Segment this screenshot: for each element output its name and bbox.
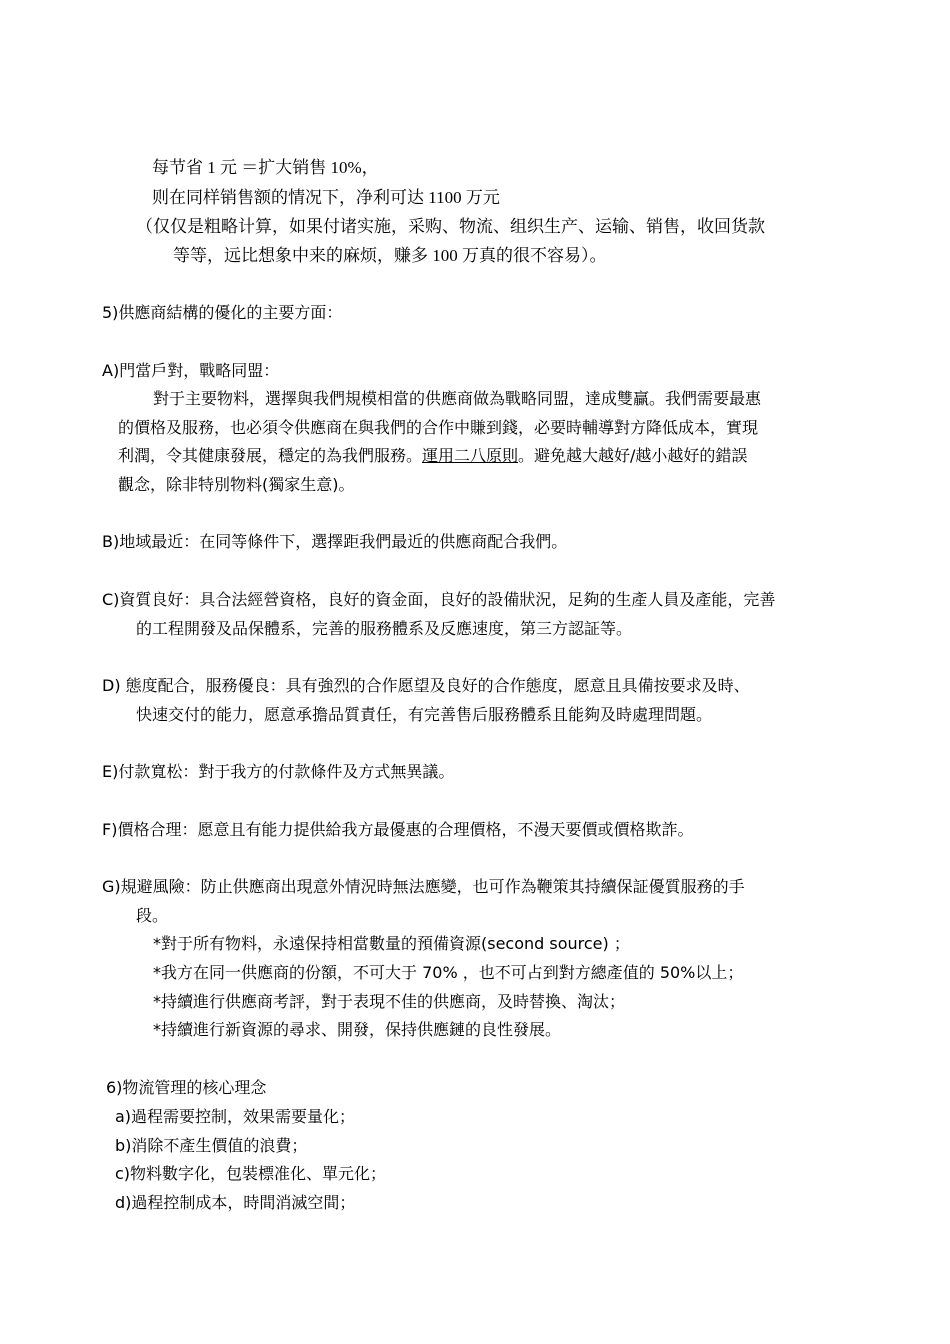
item-g-bullet-2: *我方在同一供應商的份額，不可大于 70% ，也不可占到對方總產值的 50%以上； (153, 963, 744, 982)
intro-line-1: 每节省 1 元 ＝扩大销售 10%， (152, 158, 379, 177)
section-6-item-a: a)過程需要控制，效果需要量化； (115, 1107, 356, 1126)
item-a-line-3-text: 利潤，令其健康發展，穩定的為我們服務。 (118, 446, 423, 465)
item-g-line-2: 段。 (136, 906, 169, 925)
item-a-title: A)門當戶對，戰略同盟： (102, 361, 280, 380)
item-c-line-2: 的工程開發及品保體系，完善的服務體系及反應速度，第三方認証等。 (136, 619, 633, 638)
item-b: B)地域最近：在同等條件下，選擇距我們最近的供應商配合我們。 (102, 532, 568, 551)
item-g-bullet-4: *持續進行新資源的尋求、開發，保持供應鏈的良性發展。 (153, 1020, 562, 1039)
item-a-line-4: 觀念，除非特別物料(獨家生意)。 (118, 475, 355, 494)
section-6-heading: 6)物流管理的核心理念 (106, 1078, 267, 1097)
section-6-item-c: c)物料數字化，包裝標准化、單元化； (115, 1164, 387, 1183)
section-5-heading: 5)供應商結構的優化的主要方面： (102, 303, 343, 322)
item-a-line-3-tail: 。避免越大越好/越小越好的錯誤 (518, 446, 748, 465)
eighty-twenty-rule-text: 運用二八原則 (422, 446, 519, 465)
item-f: F)價格合理：愿意且有能力提供給我方最優惠的合理價格，不漫天要價或價格欺詐。 (102, 820, 694, 839)
item-c-line-1: C)資質良好：具合法經營資格，良好的資金面，良好的設備狀況，足夠的生產人員及產能，完善 (102, 590, 776, 609)
intro-line-4: 等等，远比想象中来的麻烦，赚多 100 万真的很不容易）。 (173, 246, 607, 265)
item-g-line-1: G)規避風險：防止供應商出現意外情況時無法應變，也可作為鞭策其持續保証優質服務的手 (102, 877, 745, 896)
item-d-line-1: D) 態度配合，服務優良：具有強烈的合作愿望及良好的合作態度，愿意且具備按要求及時、 (102, 676, 750, 695)
item-g-bullet-3: *持續進行供應商考評，對于表現不佳的供應商，及時替換、淘汰； (153, 992, 626, 1011)
section-6-item-b: b)消除不產生價值的浪費； (115, 1136, 308, 1155)
intro-line-3: （仅仅是粗略计算，如果付诸实施，采购、物流、组织生产、运输、销售，收回货款 (136, 217, 765, 236)
item-e: E)付款寬松：對于我方的付款條件及方式無異議。 (102, 762, 455, 781)
item-a-line-1: 對于主要物料，選擇與我們規模相當的供應商做為戰略同盟，達成雙贏。我們需要最惠 (153, 389, 762, 408)
item-a-line-3 (118, 444, 747, 468)
item-g-bullet-1: *對于所有物料，永遠保持相當數量的預備資源(second source) ； (153, 934, 630, 953)
section-6-item-d: d)過程控制成本，時間消滅空間； (115, 1193, 356, 1212)
intro-line-2: 则在同样销售额的情况下，净利可达 1100 万元 (152, 188, 500, 207)
item-d-line-2: 快速交付的能力，愿意承擔品質責任，有完善售后服務體系且能夠及時處理問題。 (136, 705, 713, 724)
item-a-line-2: 的價格及服務，也必須令供應商在與我們的合作中賺到錢，必要時輔導對方降低成本，實現 (118, 418, 759, 437)
